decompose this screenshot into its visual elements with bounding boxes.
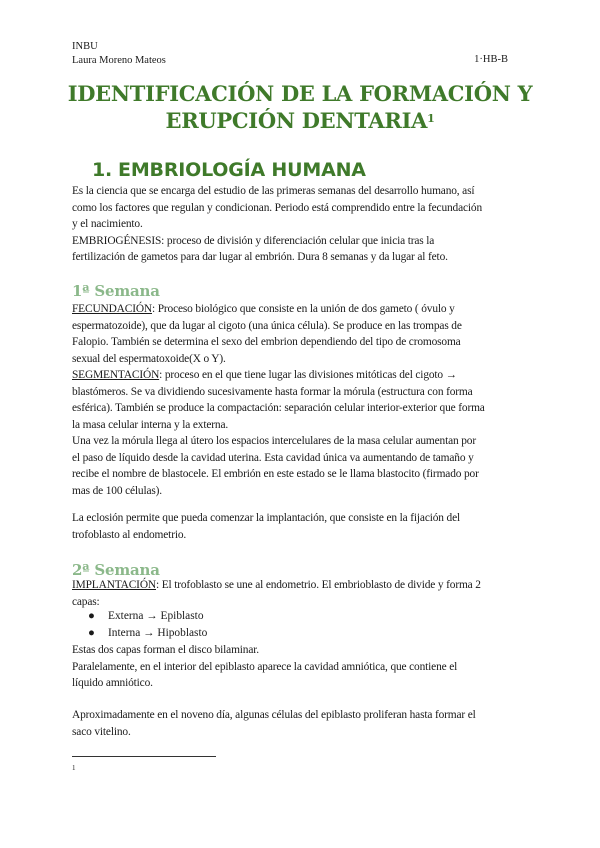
- term-implantacion: IMPLANTACIÓN: [72, 579, 156, 591]
- week2-heading: 2ª Semana: [72, 561, 160, 579]
- section-heading-embriologia: [92, 159, 366, 181]
- intro-paragraph: [72, 183, 530, 266]
- footnote-divider: [72, 756, 216, 757]
- list-item-text: Externa → Epiblasto: [108, 610, 204, 622]
- text-line: Es la ciencia que se encarga del estudio de las primeras semanas del desarrollo humano, así: [72, 185, 475, 197]
- eclosion-paragraph: [72, 510, 530, 543]
- layer-list: [88, 608, 207, 641]
- text-line: [72, 301, 530, 318]
- text-line: trofoblasto al endometrio.: [72, 528, 187, 541]
- title-line-2: [60, 107, 540, 134]
- section-number: 1.: [92, 159, 113, 181]
- text-line: líquido amniótico.: [72, 677, 153, 689]
- text-span: : proceso en el que tiene lugar las divisiones mitóticas del cigoto →: [159, 369, 457, 381]
- text-line: EMBRIOGÉNESIS: proceso de división y diferenciación celular que inicia tras la: [72, 234, 435, 247]
- text-line: como los factores que regulan y condicionan. Periodo está comprendido entre la fecundación: [72, 201, 483, 214]
- text-line: sexual del espermatoxoide(X o Y).: [72, 352, 226, 365]
- text-line: mas de 100 células).: [72, 484, 162, 497]
- text-line: Falopio. También se determina el sexo del embrion dependiendo del tipo de cromosoma: [72, 336, 461, 348]
- text-span: : Proceso biológico que consiste en la unión de dos gameto ( óvulo y: [152, 303, 455, 315]
- text-span: : El trofoblasto se une al endometrio. El embrioblasto de divide y forma 2: [155, 579, 481, 591]
- noveno-dia-paragraph: [72, 707, 530, 740]
- bullet-icon: ●: [88, 610, 95, 622]
- bullet-icon: ●: [88, 626, 95, 639]
- title-footnote-mark[interactable]: 1: [427, 112, 435, 125]
- text-line: recibe el nombre de blastocele. El embrión en este estado se le llama blastocito (firmado por: [72, 468, 479, 480]
- term-segmentacion: SEGMENTACIÓN: [72, 369, 160, 381]
- text-line: fertilización de gametos para dar lugar al embrión. Dura 8 semanas y da lugar al feto.: [72, 251, 448, 263]
- list-item: [88, 625, 207, 642]
- header-org: INBU: [72, 41, 98, 52]
- text-line: Estas dos capas forman el disco bilaminar.: [72, 644, 259, 656]
- text-line: Paralelamente, en el interior del epiblasto aparece la cavidad amniótica, que contiene el: [72, 660, 458, 673]
- text-line: Aproximadamente en el noveno día, algunas células del epiblasto proliferan hasta formar el: [72, 709, 476, 721]
- text-line: saco vitelino.: [72, 725, 131, 738]
- text-line: espermatozoide), que da lugar al cigoto (una única célula). Se produce en las trompas de: [72, 319, 462, 332]
- title-line-1: IDENTIFICACIÓN DE LA FORMACIÓN Y: [67, 81, 533, 106]
- text-line: blastómeros. Se va dividiendo sucesivamente hasta formar la mórula (estructura con forma: [72, 385, 473, 398]
- title-line-2-text: ERUPCIÓN DENTARIA: [165, 108, 428, 133]
- footnote-mark: 1: [72, 764, 76, 772]
- text-line: [72, 577, 530, 594]
- document-title: [60, 80, 540, 134]
- list-item-text: Interna → Hipoblasto: [108, 626, 208, 639]
- list-item: [88, 608, 207, 625]
- text-line: esférica). También se produce la compactación: separación celular interior-exterior que forma: [72, 402, 485, 414]
- text-line: el paso de líquido desde la cavidad uterina. Esta cavidad única va aumentando de tamaño y: [72, 451, 474, 464]
- header-course: 1·HB-B: [474, 54, 508, 65]
- header-author: Laura Moreno Mateos: [72, 55, 166, 66]
- week1-body: [72, 301, 530, 499]
- text-line: [72, 367, 530, 384]
- term-fecundacion: FECUNDACIÓN: [72, 303, 152, 315]
- text-line: y el nacimiento.: [72, 218, 143, 230]
- text-line: la masa celular interna y la externa.: [72, 418, 229, 431]
- week2-body-cont: [72, 642, 530, 692]
- text-line: capas:: [72, 595, 100, 608]
- text-line: Una vez la mórula llega al útero los espacios intercelulares de la masa celular aumentan por: [72, 435, 476, 447]
- section-heading-text: EMBRIOLOGÍA HUMANA: [118, 159, 366, 181]
- week2-body: [72, 577, 530, 610]
- text-line: La eclosión permite que pueda comenzar la implantación, que consiste en la fijación del: [72, 512, 460, 524]
- week1-heading: 1ª Semana: [72, 282, 160, 300]
